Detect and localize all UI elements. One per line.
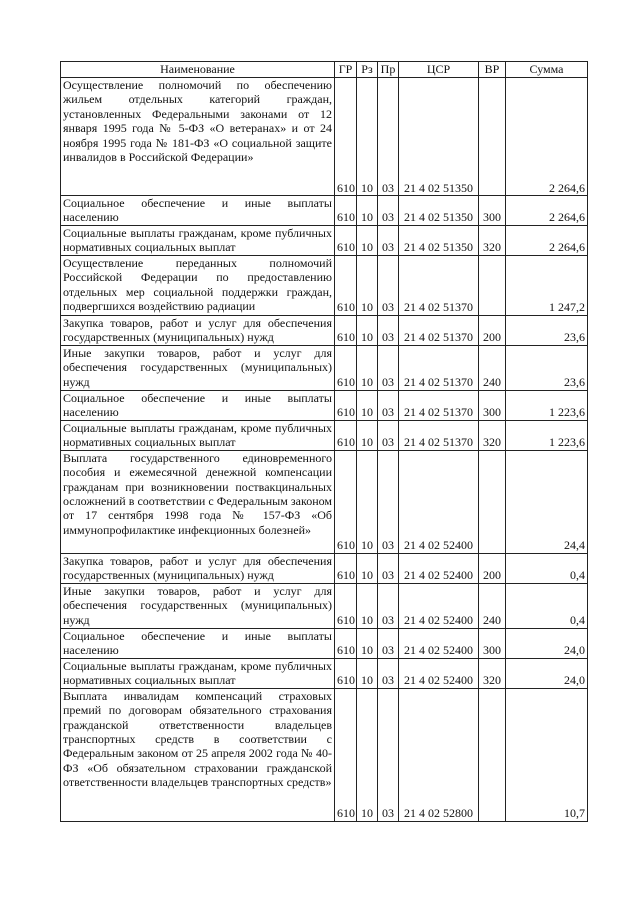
header-pr: Пр xyxy=(378,62,399,78)
row-vr: 300 xyxy=(479,390,506,420)
row-sum: 24,0 xyxy=(506,658,588,688)
row-name: Закупка товаров, работ и услуг для обеспечения государственных (муниципальных) нужд xyxy=(61,553,335,583)
row-vr: 320 xyxy=(479,420,506,450)
row-vr: 320 xyxy=(479,658,506,688)
table-row xyxy=(61,628,588,658)
row-gr: 610 xyxy=(335,450,357,553)
header-csr: ЦСР xyxy=(399,62,479,78)
row-rz: 10 xyxy=(357,688,378,821)
row-csr: 21 4 02 52400 xyxy=(399,628,479,658)
table-row xyxy=(61,553,588,583)
row-csr: 21 4 02 52400 xyxy=(399,450,479,553)
table-row xyxy=(61,450,588,553)
row-sum: 2 264,6 xyxy=(506,78,588,196)
row-sum: 23,6 xyxy=(506,315,588,345)
row-csr: 21 4 02 51370 xyxy=(399,315,479,345)
row-name: Социальные выплаты гражданам, кроме публичных нормативных социальных выплат xyxy=(61,420,335,450)
row-sum: 0,4 xyxy=(506,553,588,583)
row-csr: 21 4 02 51370 xyxy=(399,420,479,450)
row-rz: 10 xyxy=(357,658,378,688)
row-gr: 610 xyxy=(335,196,357,226)
row-name: Социальное обеспечение и иные выплаты населению xyxy=(61,628,335,658)
row-pr: 03 xyxy=(378,225,399,255)
row-sum: 24,4 xyxy=(506,450,588,553)
row-gr: 610 xyxy=(335,315,357,345)
header-sum: Сумма xyxy=(506,62,588,78)
row-gr: 610 xyxy=(335,688,357,821)
row-rz: 10 xyxy=(357,583,378,628)
row-gr: 610 xyxy=(335,390,357,420)
row-csr: 21 4 02 51370 xyxy=(399,255,479,315)
row-rz: 10 xyxy=(357,345,378,390)
row-sum: 23,6 xyxy=(506,345,588,390)
row-pr: 03 xyxy=(378,420,399,450)
row-vr: 200 xyxy=(479,315,506,345)
table-row xyxy=(61,658,588,688)
row-rz: 10 xyxy=(357,553,378,583)
row-name: Иные закупки товаров, работ и услуг для обеспечения государственных (муниципальных) нужд xyxy=(61,345,335,390)
row-sum: 1 223,6 xyxy=(506,420,588,450)
row-sum: 2 264,6 xyxy=(506,225,588,255)
row-rz: 10 xyxy=(357,315,378,345)
row-vr xyxy=(479,78,506,196)
budget-table xyxy=(60,61,588,822)
row-pr: 03 xyxy=(378,78,399,196)
row-vr: 240 xyxy=(479,345,506,390)
table-row xyxy=(61,688,588,821)
row-csr: 21 4 02 51370 xyxy=(399,390,479,420)
row-pr: 03 xyxy=(378,688,399,821)
row-pr: 03 xyxy=(378,390,399,420)
row-name: Закупка товаров, работ и услуг для обеспечения государственных (муниципальных) нужд xyxy=(61,315,335,345)
row-csr: 21 4 02 51370 xyxy=(399,345,479,390)
row-name: Иные закупки товаров, работ и услуг для обеспечения государственных (муниципальных) нужд xyxy=(61,583,335,628)
row-csr: 21 4 02 52400 xyxy=(399,658,479,688)
table-row xyxy=(61,345,588,390)
row-name: Социальное обеспечение и иные выплаты населению xyxy=(61,196,335,226)
row-pr: 03 xyxy=(378,450,399,553)
row-rz: 10 xyxy=(357,225,378,255)
row-rz: 10 xyxy=(357,255,378,315)
row-gr: 610 xyxy=(335,553,357,583)
row-sum: 24,0 xyxy=(506,628,588,658)
row-rz: 10 xyxy=(357,390,378,420)
table-row xyxy=(61,196,588,226)
header-row xyxy=(61,62,588,78)
row-vr xyxy=(479,688,506,821)
header-name: Наименование xyxy=(61,62,335,78)
row-vr: 240 xyxy=(479,583,506,628)
row-sum: 0,4 xyxy=(506,583,588,628)
row-pr: 03 xyxy=(378,628,399,658)
row-pr: 03 xyxy=(378,196,399,226)
row-rz: 10 xyxy=(357,450,378,553)
row-name: Осуществление полномочий по обеспечению жильем отдельных категорий граждан, установленных Федеральными законами от 12 января 1995 года № 5-ФЗ «О ветеранах» и от 24 ноября 1995 года № 181-ФЗ «О социальной защите инвалидов в Российской Федерации» xyxy=(61,78,335,196)
row-gr: 610 xyxy=(335,345,357,390)
row-vr: 300 xyxy=(479,628,506,658)
row-name: Выплата инвалидам компенсаций страховых премий по договорам обязательного страхования гражданской ответственности владельцев транспортных средств в соответствии с Федеральным законом от 25 апреля 2002 года № 40-ФЗ «Об обязательном страховании гражданской ответственности владельцев транспортных средств» xyxy=(61,688,335,821)
row-pr: 03 xyxy=(378,315,399,345)
row-gr: 610 xyxy=(335,225,357,255)
row-rz: 10 xyxy=(357,78,378,196)
row-csr: 21 4 02 52800 xyxy=(399,688,479,821)
row-sum: 10,7 xyxy=(506,688,588,821)
row-pr: 03 xyxy=(378,255,399,315)
row-gr: 610 xyxy=(335,255,357,315)
row-csr: 21 4 02 51350 xyxy=(399,225,479,255)
row-gr: 610 xyxy=(335,78,357,196)
table-row xyxy=(61,390,588,420)
row-vr: 200 xyxy=(479,553,506,583)
row-name: Социальные выплаты гражданам, кроме публичных нормативных социальных выплат xyxy=(61,658,335,688)
row-gr: 610 xyxy=(335,583,357,628)
row-rz: 10 xyxy=(357,196,378,226)
table-row xyxy=(61,420,588,450)
row-csr: 21 4 02 52400 xyxy=(399,583,479,628)
table-row xyxy=(61,78,588,196)
row-vr: 320 xyxy=(479,225,506,255)
row-name: Социальные выплаты гражданам, кроме публичных нормативных социальных выплат xyxy=(61,225,335,255)
row-vr xyxy=(479,255,506,315)
header-vr: ВР xyxy=(479,62,506,78)
row-pr: 03 xyxy=(378,345,399,390)
row-sum: 1 247,2 xyxy=(506,255,588,315)
table-row xyxy=(61,583,588,628)
row-csr: 21 4 02 51350 xyxy=(399,78,479,196)
row-rz: 10 xyxy=(357,420,378,450)
row-csr: 21 4 02 51350 xyxy=(399,196,479,226)
row-vr xyxy=(479,450,506,553)
row-sum: 1 223,6 xyxy=(506,390,588,420)
row-pr: 03 xyxy=(378,553,399,583)
row-gr: 610 xyxy=(335,658,357,688)
row-gr: 610 xyxy=(335,420,357,450)
row-pr: 03 xyxy=(378,583,399,628)
row-name: Выплата государственного единовременного пособия и ежемесячной денежной компенсации гражданам при возникновении поствакцинальных осложнений в соответствии с Федеральным законом от 17 сентября 1998 года № 157-ФЗ «Об иммунопрофилактике инфекционных болезней» xyxy=(61,450,335,553)
table-row xyxy=(61,225,588,255)
row-rz: 10 xyxy=(357,628,378,658)
row-pr: 03 xyxy=(378,658,399,688)
header-gr: ГР xyxy=(335,62,357,78)
row-csr: 21 4 02 52400 xyxy=(399,553,479,583)
row-vr: 300 xyxy=(479,196,506,226)
row-name: Осуществление переданных полномочий Российской Федерации по предоставлению отдельных мер социальной поддержки граждан, подвергшихся воздействию радиации xyxy=(61,255,335,315)
row-sum: 2 264,6 xyxy=(506,196,588,226)
table-row xyxy=(61,315,588,345)
table-row xyxy=(61,255,588,315)
row-gr: 610 xyxy=(335,628,357,658)
header-rz: Рз xyxy=(357,62,378,78)
row-name: Социальное обеспечение и иные выплаты населению xyxy=(61,390,335,420)
